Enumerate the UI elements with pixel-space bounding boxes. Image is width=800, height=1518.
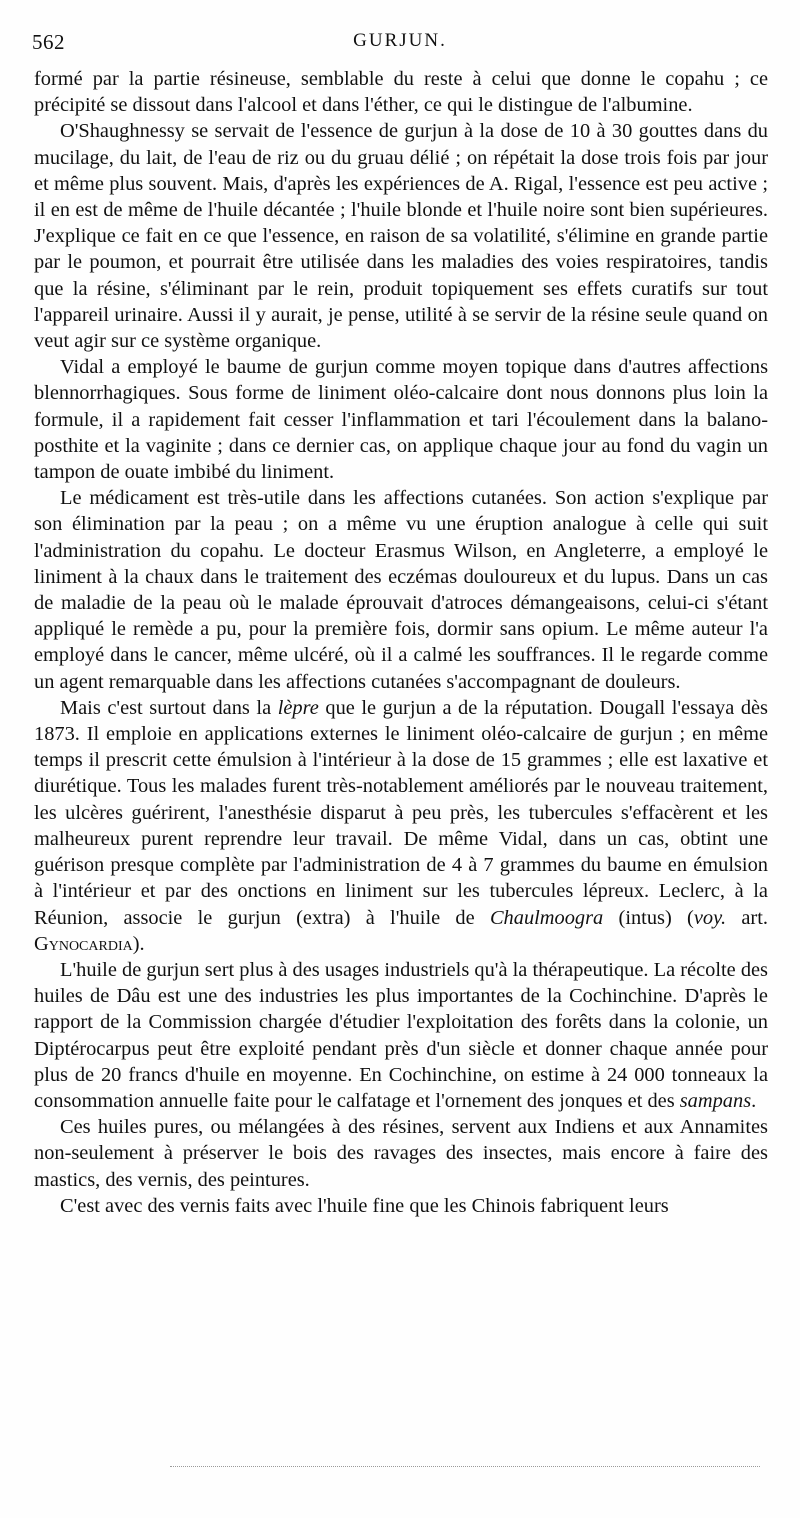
text-segment: Ces huiles pures, ou mélangées à des résines, servent aux Indiens et aux Annamites non-seulement à préserver le bois des ravages des insectes, mais encore à faire des mastics, des vernis, des peintures. xyxy=(34,1116,768,1191)
text-segment: . xyxy=(751,1089,757,1112)
paragraph xyxy=(34,1114,768,1193)
paragraph xyxy=(34,957,768,1114)
running-header xyxy=(32,30,768,58)
paragraph xyxy=(34,118,768,354)
body-text xyxy=(34,66,768,1219)
paragraph xyxy=(34,695,768,957)
italic-term: Chaulmoogra xyxy=(489,906,604,929)
text-segment: Le médicament est très-utile dans les affections cutanées. Son action s'explique par son élimination par la peau ; on a même vu une éruption analogue à celle qui suit l'administration du copahu. Le docteur Erasmus Wilson, en Angleterre, a employé le liniment à la chaux dans le traitement des eczémas douloureux et du lupus. Dans un cas de maladie de la peau où le malade éprouvait d'atroces démangeaisons, celui-ci s'étant appliqué le remède a pu, pour la première fois, dormir sans opium. Le même auteur l'a employé dans le cancer, même ulcéré, où il a calmé les souffrances. Il le regarde comme un agent remarquable dans les affections cutanées s'accompagnant de douleurs. xyxy=(34,487,768,693)
running-title: GURJUN. xyxy=(353,30,447,51)
italic-term: voy. xyxy=(693,906,727,929)
paragraph xyxy=(34,485,768,695)
text-segment: Vidal a employé le baume de gurjun comme moyen topique dans d'autres affections blennorrhagiques. Sous forme de liniment oléo-calcaire dont nous donnons plus loin la formule, il a rapidement fait cesser l'inflammation et tari l'écoulement dans la balano-posthite et la vaginite ; dans ce dernier cas, on applique chaque jour au fond du vagin un tampon de ouate imbibé du liniment. xyxy=(34,356,768,484)
text-segment: C'est avec des vernis faits avec l'huile fine que les Chinois fabriquent leurs xyxy=(60,1194,669,1217)
paragraph xyxy=(34,354,768,485)
text-segment: O'Shaughnessy se servait de l'essence de gurjun à la dose de 10 à 30 gouttes dans du mucilage, du lait, de l'eau de riz ou du gruau délié ; on répétait la dose trois fois par jour et même plus souvent. Mais, d'après les expériences de A. Rigal, l'essence est peu active ; il en est de même de l'huile décantée ; l'huile blonde et l'huile noire sont bien supérieures. J'explique ce fait en ce que l'essence, en raison de sa volatilité, s'élimine en grande partie par le poumon, et pourrait être utilisée dans les maladies des voies respiratoires, tandis que la résine, s'éliminant par le rein, produit topiquement ses effets curatifs sur tout l'appareil urinaire. Aussi il y aurait, je pense, utilité à se servir de la résine seule quand on veut agir sur ce système organique. xyxy=(34,120,768,353)
text-segment: ). xyxy=(132,932,145,955)
text-segment: (intus) ( xyxy=(603,906,694,929)
text-segment: que le gurjun a de la réputation. Dougall l'essaya dès 1873. Il emploie en applications externes le liniment oléo-calcaire de gurjun ; en même temps il prescrit cette émulsion à l'intérieur à la dose de 15 grammes ; elle est laxative et diurétique. Tous les malades furent très-notablement améliorés par le nouveau traitement, les ulcères guérirent, l'anesthésie disparut à peu près, les tubercules s'effacèrent et les malheureux purent reprendre leur travail. De même Vidal, dans un cas, obtint une guérison presque complète par l'administration de 4 à 7 grammes du baume en émulsion à l'intérieur et par des onctions en liniment sur les tubercules lépreux. Leclerc, à la Réunion, associe le gurjun (extra) à l'huile de xyxy=(34,696,768,929)
small-caps-reference: Gynocardia xyxy=(34,932,133,955)
footer-dotted-rule xyxy=(170,1466,760,1467)
text-segment: L'huile de gurjun sert plus à des usages industriels qu'à la thérapeutique. La récolte des huiles de Dâu est une des industries les plus importantes de la Cochinchine. D'après le rapport de la Commission chargée d'étudier l'exploitation des forêts dans la colonie, un Diptérocarpus peut être exploité pendant près d'un siècle et donner chaque année pour plus de 20 francs d'huile en moyenne. En Cochinchine, on estime à 24 000 tonneaux la consommation annuelle faite pour le calfatage et l'ornement des jonques et des xyxy=(34,958,768,1112)
page-number: 562 xyxy=(32,30,65,54)
paragraph xyxy=(34,1193,768,1219)
italic-term: sampans xyxy=(679,1089,752,1112)
text-segment: Mais c'est surtout dans la xyxy=(60,696,278,719)
paragraph xyxy=(34,66,768,118)
text-segment: art. xyxy=(726,906,768,929)
text-segment: formé par la partie résineuse, semblable du reste à celui que donne le copahu ; ce précipité se dissout dans l'alcool et dans l'éther, ce qui le distingue de l'albumine. xyxy=(34,68,768,117)
italic-term: lèpre xyxy=(277,696,319,719)
